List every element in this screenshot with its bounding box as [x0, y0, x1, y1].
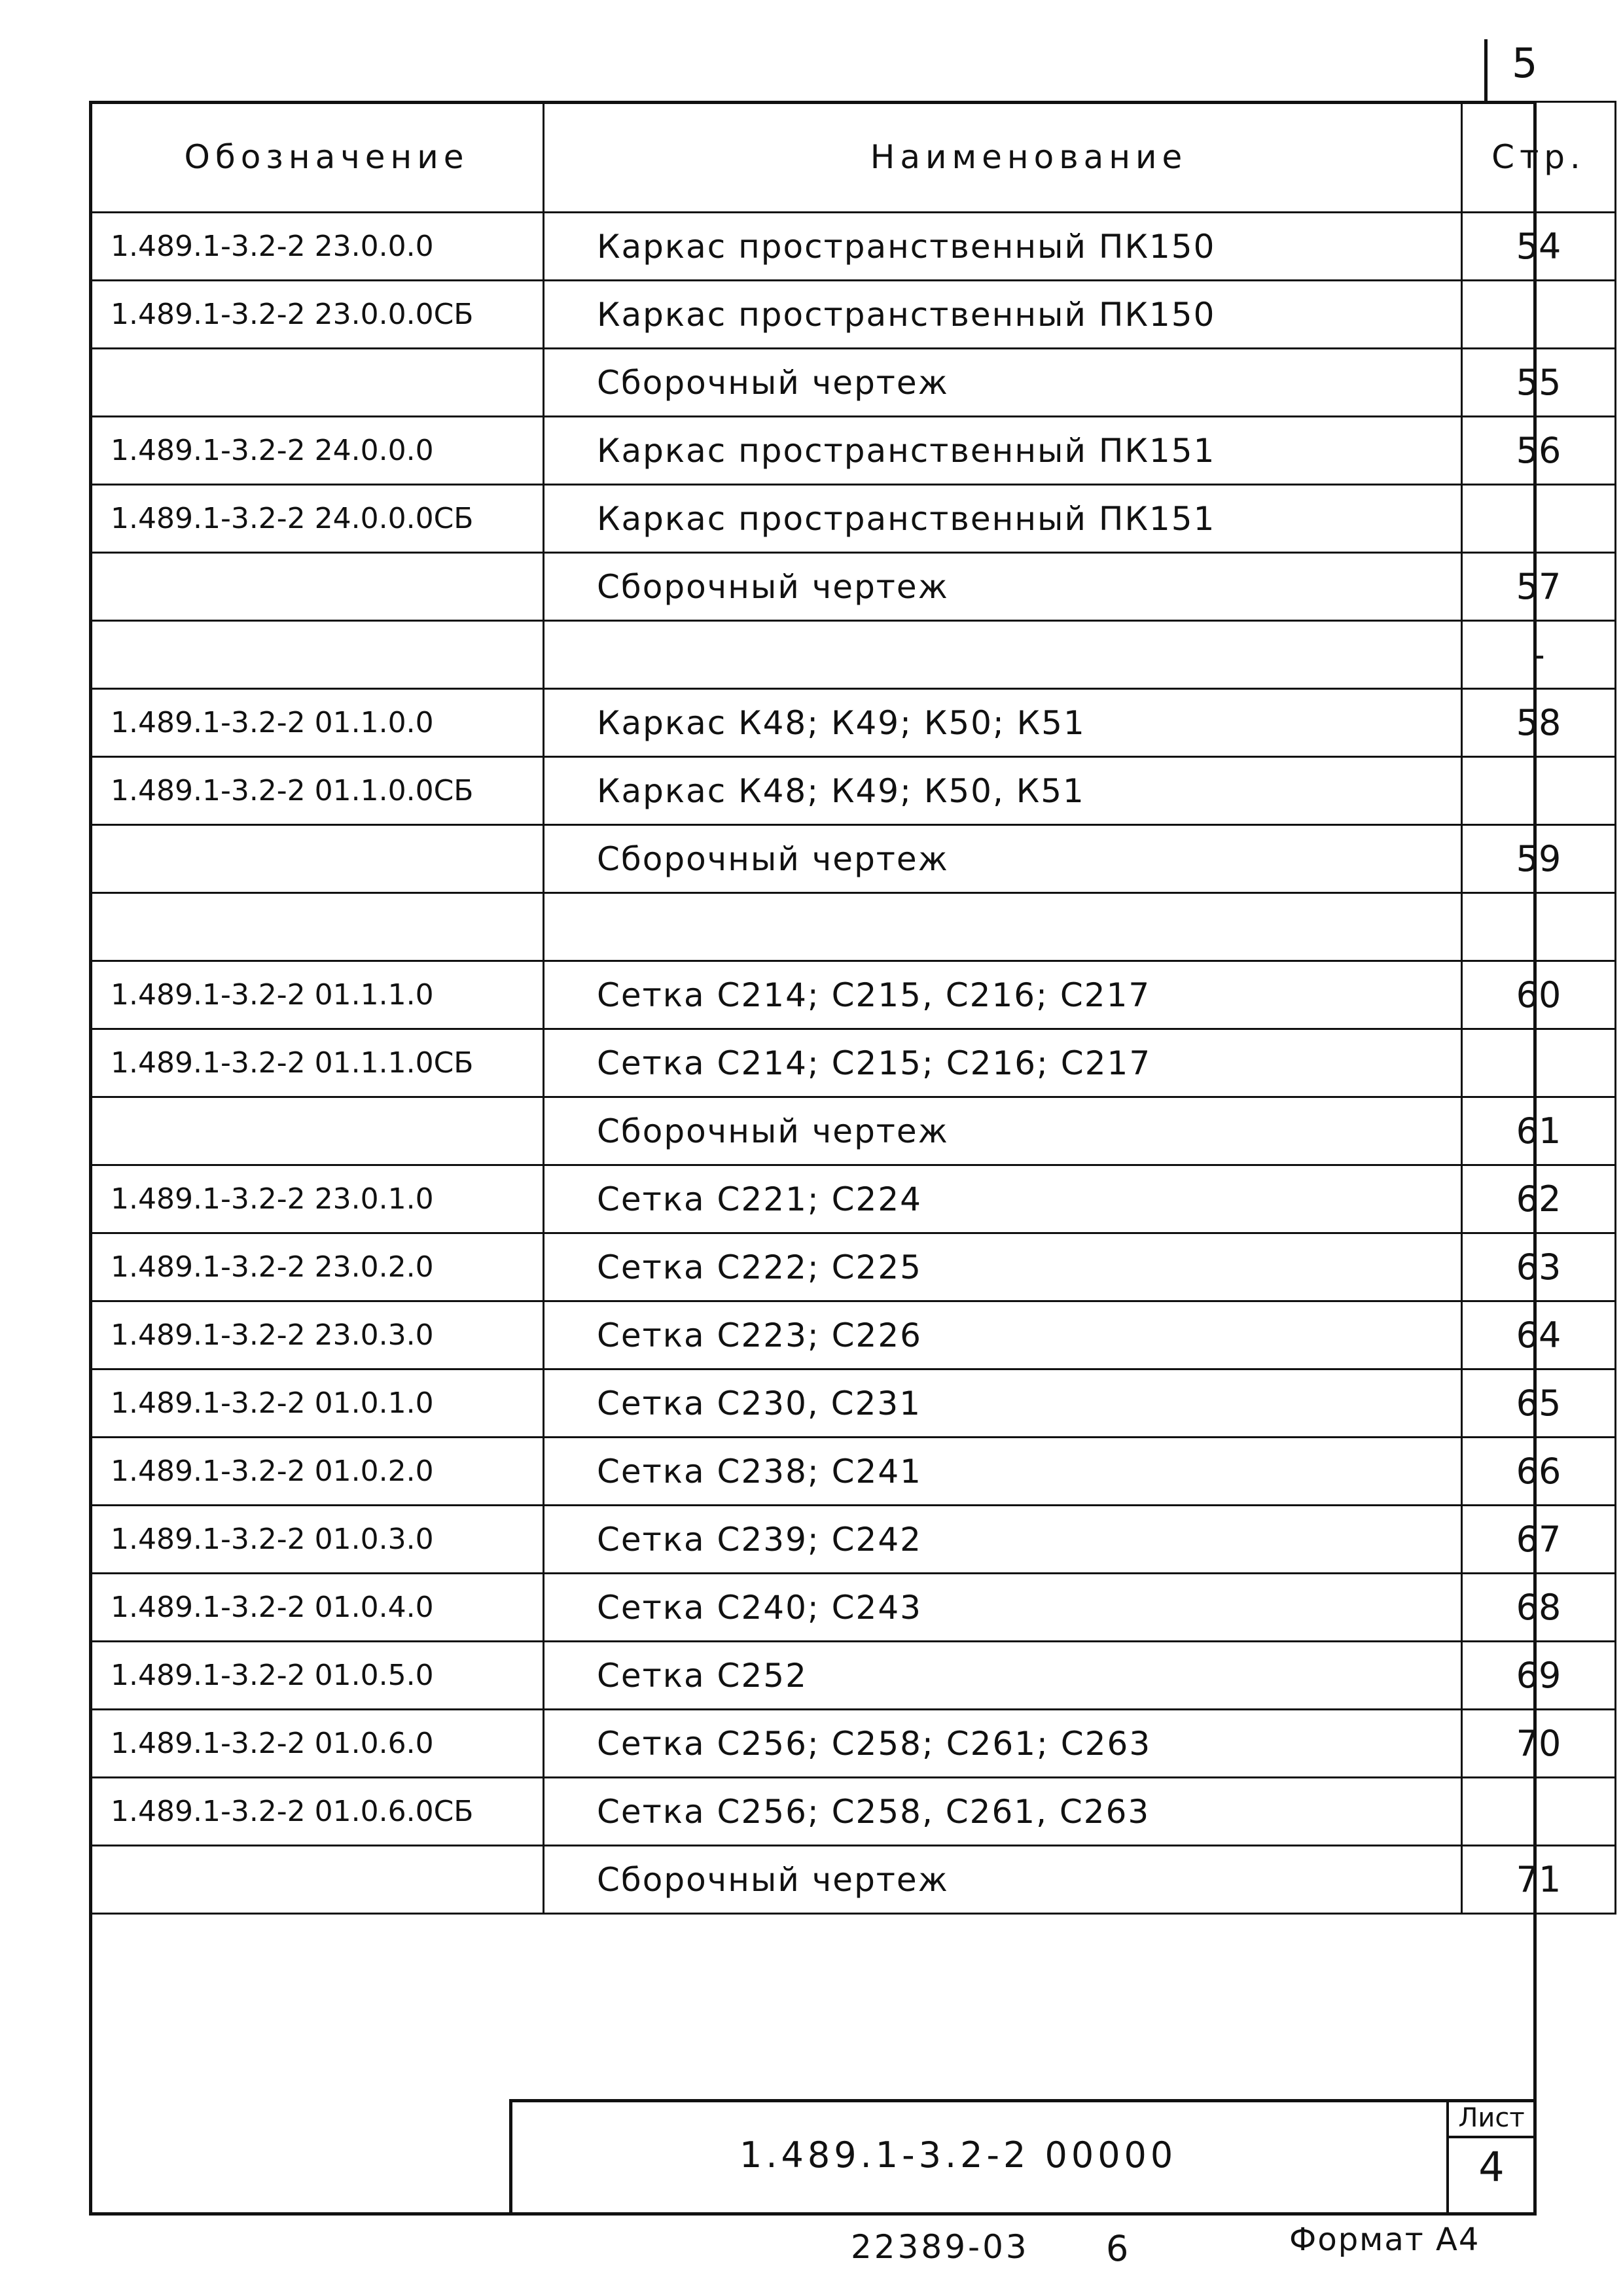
header-designation: Обозначение	[90, 102, 544, 213]
row-name: Каркас К48; К49; К50; К51	[544, 689, 1462, 757]
row-page: 62	[1462, 1165, 1616, 1233]
copy-number: 6	[1106, 2228, 1129, 2269]
sheet-label: Лист	[1446, 2099, 1537, 2138]
table-row	[90, 553, 1616, 621]
row-name: Каркас пространственный ПК151	[544, 417, 1462, 485]
table-row	[90, 621, 1616, 689]
row-name: Сетка С256; С258, С261, С263	[544, 1778, 1462, 1846]
row-name: Каркас пространственный ПК150	[544, 281, 1462, 349]
row-designation: 1.489.1-3.2-2 01.1.0.0	[90, 689, 544, 757]
table-row	[90, 961, 1616, 1029]
row-page: 56	[1462, 417, 1616, 485]
page-number-rule	[1484, 39, 1488, 101]
row-designation: 1.489.1-3.2-2 01.0.2.0	[90, 1438, 544, 1506]
table-row	[90, 1029, 1616, 1097]
row-designation: 1.489.1-3.2-2 01.0.3.0	[90, 1506, 544, 1574]
table-row	[90, 1301, 1616, 1369]
row-name: Сборочный чертеж	[544, 553, 1462, 621]
row-page: 70	[1462, 1710, 1616, 1778]
row-name: Сборочный чертеж	[544, 825, 1462, 893]
row-page	[1462, 757, 1616, 825]
row-page	[1462, 1778, 1616, 1846]
row-designation	[90, 1846, 544, 1914]
table-row	[90, 1846, 1616, 1914]
row-name: Сетка С222; С225	[544, 1233, 1462, 1301]
table-row	[90, 689, 1616, 757]
table-row	[90, 349, 1616, 417]
row-designation: 1.489.1-3.2-2 01.0.6.0СБ	[90, 1778, 544, 1846]
row-page: 68	[1462, 1574, 1616, 1642]
table-row	[90, 417, 1616, 485]
row-page: 55	[1462, 349, 1616, 417]
row-designation: 1.489.1-3.2-2 01.0.1.0	[90, 1369, 544, 1438]
table-row	[90, 485, 1616, 553]
row-designation: 1.489.1-3.2-2 01.1.1.0	[90, 961, 544, 1029]
row-name: Каркас пространственный ПК151	[544, 485, 1462, 553]
row-designation: 1.489.1-3.2-2 01.0.5.0	[90, 1642, 544, 1710]
table-row	[90, 1642, 1616, 1710]
row-designation: 1.489.1-3.2-2 24.0.0.0	[90, 417, 544, 485]
row-page: 64	[1462, 1301, 1616, 1369]
row-page: 60	[1462, 961, 1616, 1029]
row-name: Сетка С223; С226	[544, 1301, 1462, 1369]
row-name: Каркас К48; К49; К50, К51	[544, 757, 1462, 825]
document-number: 1.489.1-3.2-2 00000	[740, 2134, 1177, 2176]
table-row	[90, 1778, 1616, 1846]
archive-number: 22389-03	[851, 2228, 1029, 2266]
table-row	[90, 1097, 1616, 1165]
table-row	[90, 1438, 1616, 1506]
row-name: Сетка С252	[544, 1642, 1462, 1710]
row-name: Сетка С238; С241	[544, 1438, 1462, 1506]
row-page: 71	[1462, 1846, 1616, 1914]
paper-format: Формат А4	[1289, 2221, 1480, 2258]
row-name	[544, 893, 1462, 961]
row-page: 67	[1462, 1506, 1616, 1574]
row-designation: 1.489.1-3.2-2 23.0.2.0	[90, 1233, 544, 1301]
row-designation: 1.489.1-3.2-2 23.0.3.0	[90, 1301, 544, 1369]
row-name	[544, 621, 1462, 689]
table-row	[90, 1233, 1616, 1301]
row-designation: 1.489.1-3.2-2 23.0.1.0	[90, 1165, 544, 1233]
row-designation: 1.489.1-3.2-2 01.0.6.0	[90, 1710, 544, 1778]
sheet-number: 4	[1478, 2143, 1505, 2191]
row-name: Сетка С214; С215; С216; С217	[544, 1029, 1462, 1097]
table-row	[90, 1574, 1616, 1642]
row-name: Сборочный чертеж	[544, 349, 1462, 417]
row-name: Сетка С240; С243	[544, 1574, 1462, 1642]
row-page: -	[1462, 621, 1616, 689]
table-row	[90, 281, 1616, 349]
row-designation	[90, 349, 544, 417]
row-designation: 1.489.1-3.2-2 24.0.0.0СБ	[90, 485, 544, 553]
row-page: 57	[1462, 553, 1616, 621]
row-designation: 1.489.1-3.2-2 23.0.0.0	[90, 213, 544, 281]
row-name: Сетка С230, С231	[544, 1369, 1462, 1438]
header-name: Наименование	[544, 102, 1462, 213]
table-row	[90, 1165, 1616, 1233]
row-designation: 1.489.1-3.2-2 01.1.0.0СБ	[90, 757, 544, 825]
table-row	[90, 213, 1616, 281]
table-row	[90, 1710, 1616, 1778]
table-header-row	[90, 102, 1616, 213]
row-page: 59	[1462, 825, 1616, 893]
row-name: Сборочный чертеж	[544, 1846, 1462, 1914]
table-row	[90, 893, 1616, 961]
row-designation: 1.489.1-3.2-2 01.0.4.0	[90, 1574, 544, 1642]
drawings-list-table	[89, 101, 1616, 1915]
row-page: 65	[1462, 1369, 1616, 1438]
row-page: 58	[1462, 689, 1616, 757]
row-name: Сетка С239; С242	[544, 1506, 1462, 1574]
row-page: 61	[1462, 1097, 1616, 1165]
row-page: 63	[1462, 1233, 1616, 1301]
row-designation	[90, 553, 544, 621]
row-page: 69	[1462, 1642, 1616, 1710]
table-row	[90, 1369, 1616, 1438]
row-designation	[90, 825, 544, 893]
table-row	[90, 825, 1616, 893]
table-row	[90, 757, 1616, 825]
row-designation	[90, 621, 544, 689]
table-body	[90, 213, 1616, 1914]
row-page: 66	[1462, 1438, 1616, 1506]
row-name: Каркас пространственный ПК150	[544, 213, 1462, 281]
row-page	[1462, 893, 1616, 961]
row-designation	[90, 1097, 544, 1165]
row-designation	[90, 893, 544, 961]
row-designation: 1.489.1-3.2-2 01.1.1.0СБ	[90, 1029, 544, 1097]
row-page	[1462, 281, 1616, 349]
row-name: Сетка С221; С224	[544, 1165, 1462, 1233]
row-page: 54	[1462, 213, 1616, 281]
page-number: 5	[1512, 39, 1538, 87]
row-name: Сборочный чертеж	[544, 1097, 1462, 1165]
row-page	[1462, 485, 1616, 553]
row-designation: 1.489.1-3.2-2 23.0.0.0СБ	[90, 281, 544, 349]
table-row	[90, 1506, 1616, 1574]
row-page	[1462, 1029, 1616, 1097]
row-name: Сетка С256; С258; С261; С263	[544, 1710, 1462, 1778]
row-name: Сетка С214; С215, С216; С217	[544, 961, 1462, 1029]
header-page: Стр.	[1462, 102, 1616, 213]
